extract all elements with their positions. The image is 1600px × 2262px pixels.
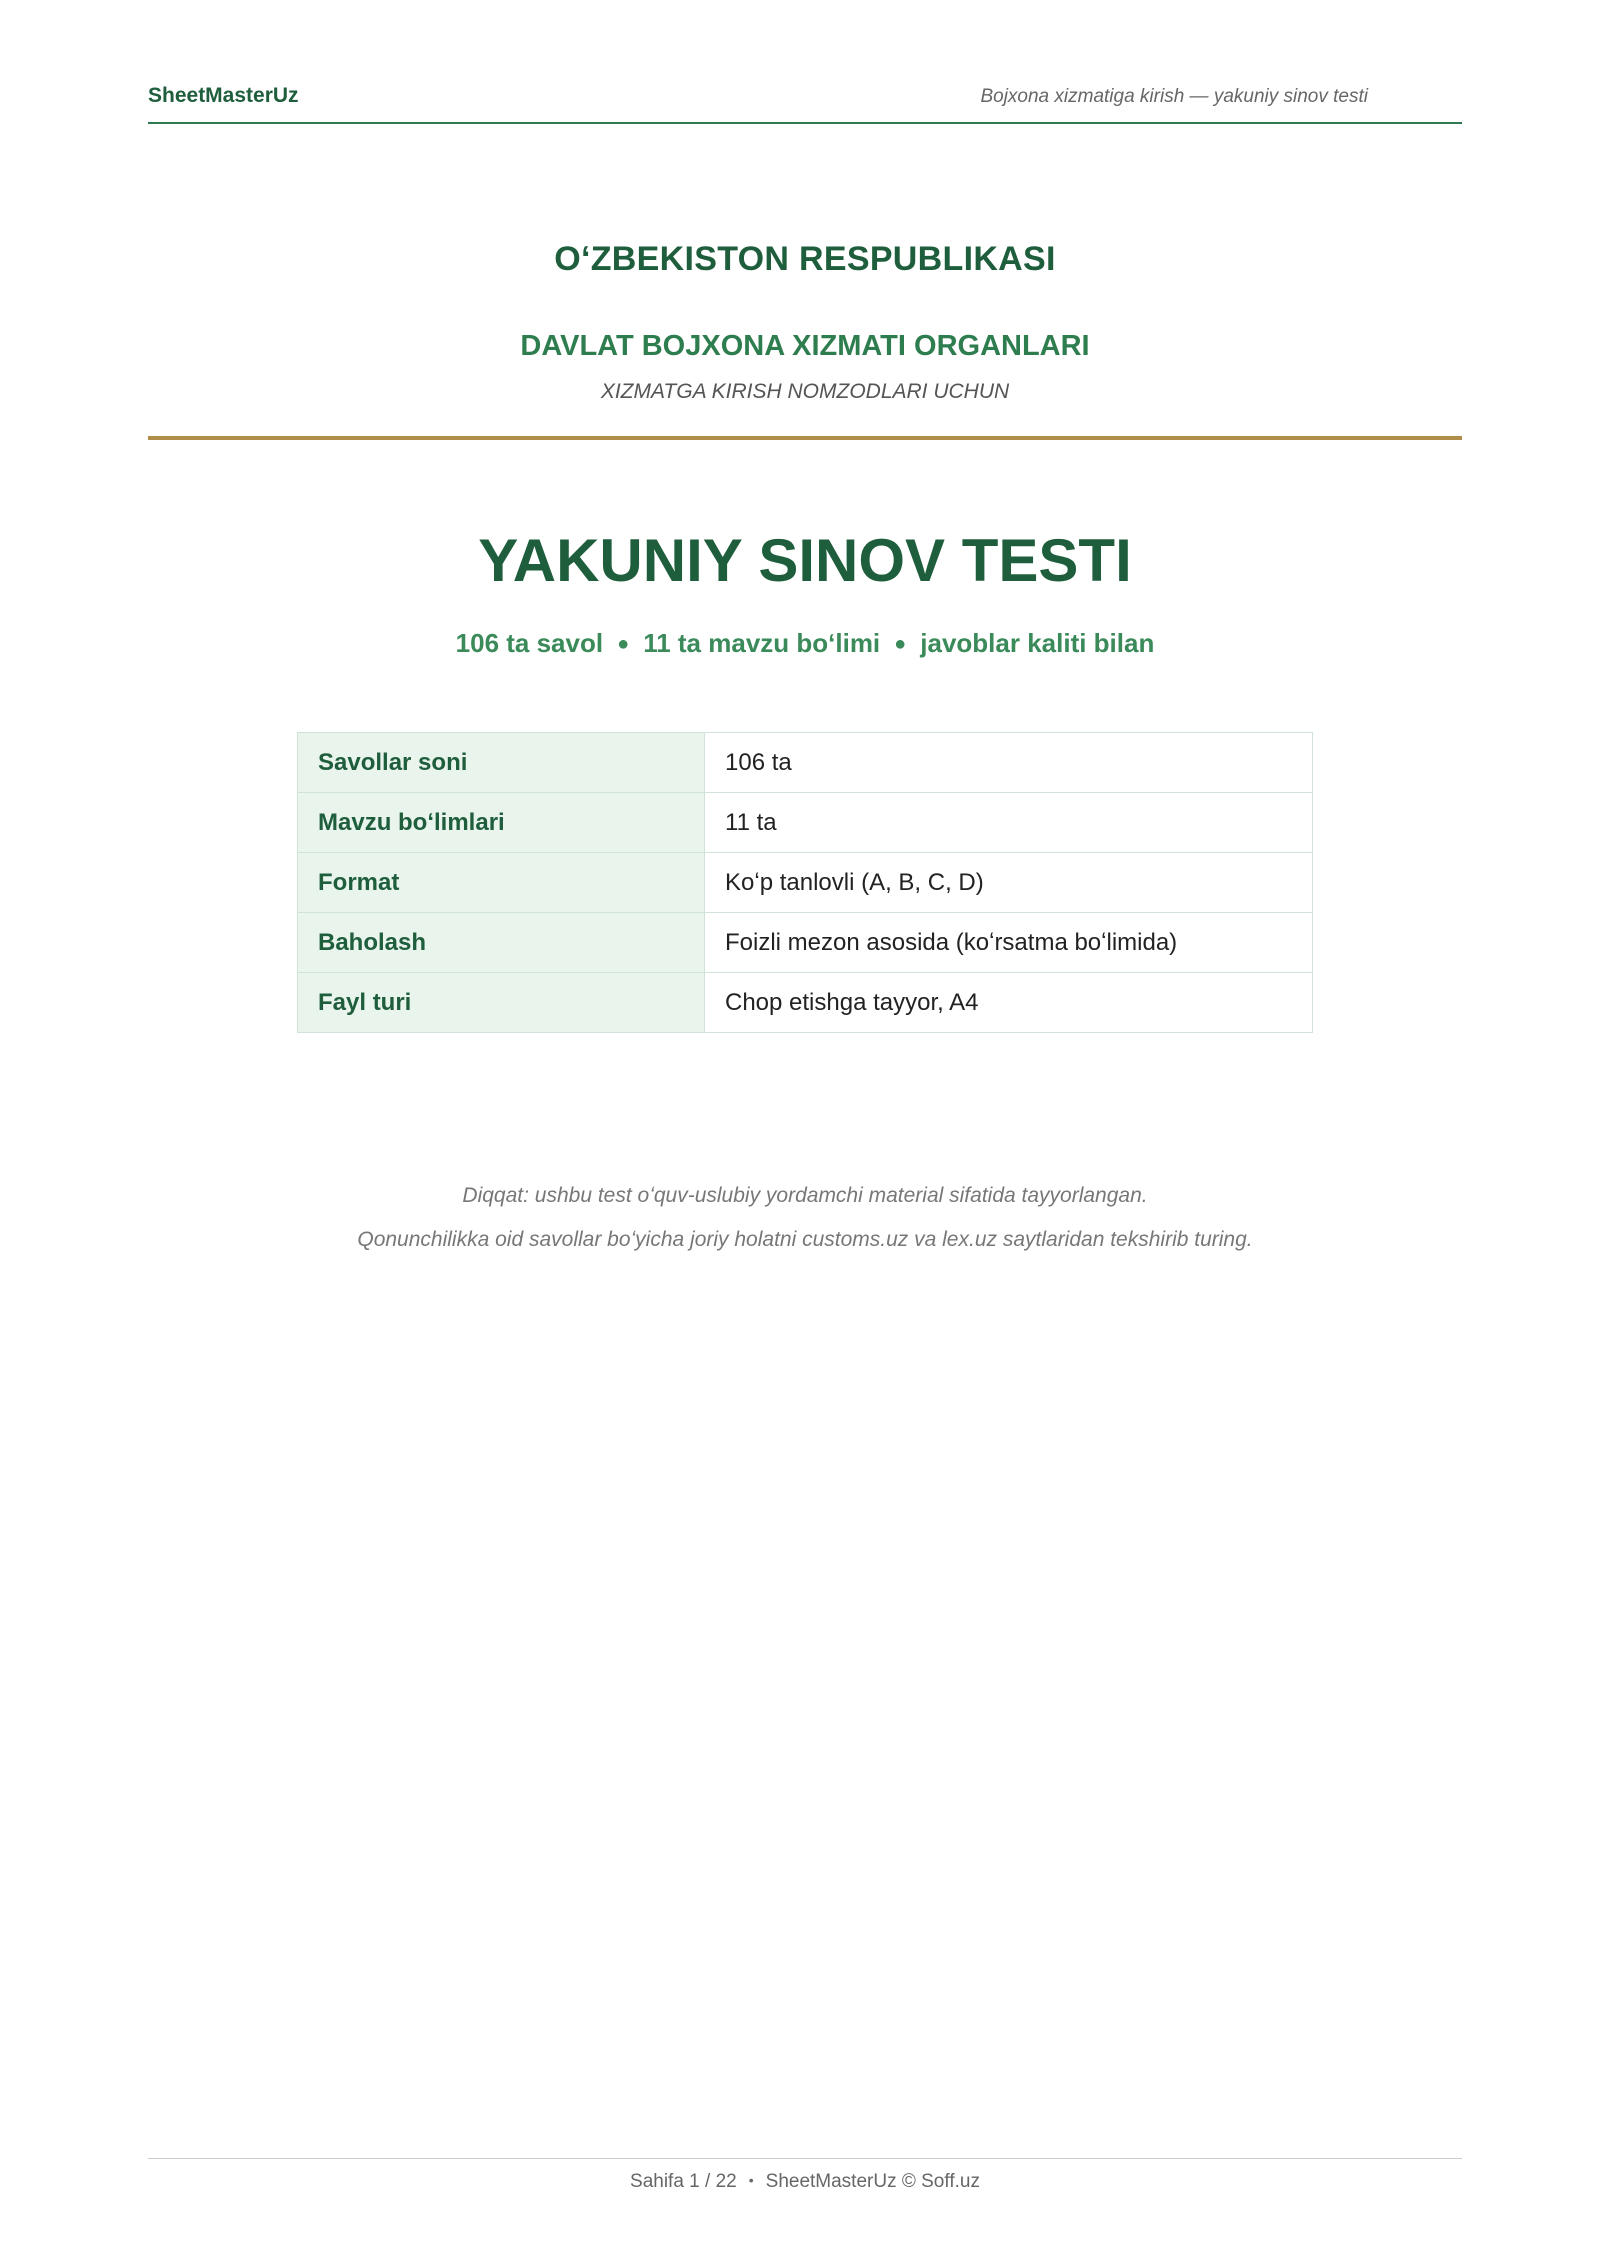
page-number: Sahifa 1 / 22 [630, 2171, 737, 2192]
main-title: YAKUNIY SINOV TESTI [478, 527, 1132, 594]
running-header [148, 80, 1462, 124]
disclaimer-line-2: Qonunchilikka oid savollar boʻyicha joriy holatni customs.uz va lex.uz saytlaridan tekshirib turing. [357, 1228, 1253, 1251]
country-heading: OʻZBEKISTON RESPUBLIKASI [554, 240, 1056, 278]
table-row [298, 853, 1313, 913]
audience-subheading: XIZMATGA KIRISH NOMZODLARI UCHUN [600, 380, 1010, 403]
table-row [298, 733, 1313, 793]
table-value-cell: 11 ta [705, 793, 1313, 853]
footer-divider [148, 2158, 1462, 2159]
table-key-cell: Savollar soni [298, 733, 705, 793]
table-value-cell: 106 ta [705, 733, 1313, 793]
gold-divider [148, 436, 1462, 440]
table-row [298, 793, 1313, 853]
table-value-cell: Koʻp tanlovli (A, B, C, D) [705, 853, 1313, 913]
table-value-cell: Chop etishga tayyor, A4 [705, 973, 1313, 1033]
bullet-separator: • [748, 2172, 754, 2188]
subtitle-section-count: 11 ta mavzu boʻlimi [643, 628, 881, 658]
page-footer [148, 2171, 1462, 2193]
agency-heading: DAVLAT BOJXONA XIZMATI ORGANLARI [520, 330, 1090, 362]
table-value-cell: Foizli mezon asosida (koʻrsatma boʻlimida) [705, 913, 1313, 973]
brand-name: SheetMasterUz [148, 84, 299, 107]
subtitle-line [148, 628, 1462, 659]
bullet-separator: ● [617, 633, 630, 655]
table-key-cell: Mavzu boʻlimlari [298, 793, 705, 853]
disclaimer-line-1: Diqqat: ushbu test oʻquv-uslubiy yordamchi material sifatida tayyorlangan. [462, 1184, 1148, 1207]
running-doc-title: Bojxona xizmatiga kirish — yakuniy sinov testi [980, 86, 1368, 107]
bullet-separator: ● [894, 633, 907, 655]
info-table [297, 732, 1313, 1033]
table-key-cell: Format [298, 853, 705, 913]
table-key-cell: Fayl turi [298, 973, 705, 1033]
table-key-cell: Baholash [298, 913, 705, 973]
subtitle-answer-key: javoblar kaliti bilan [920, 628, 1155, 658]
table-row [298, 913, 1313, 973]
subtitle-question-count: 106 ta savol [455, 628, 604, 658]
footer-credit: SheetMasterUz © Soff.uz [765, 2171, 980, 2192]
table-row [298, 973, 1313, 1033]
